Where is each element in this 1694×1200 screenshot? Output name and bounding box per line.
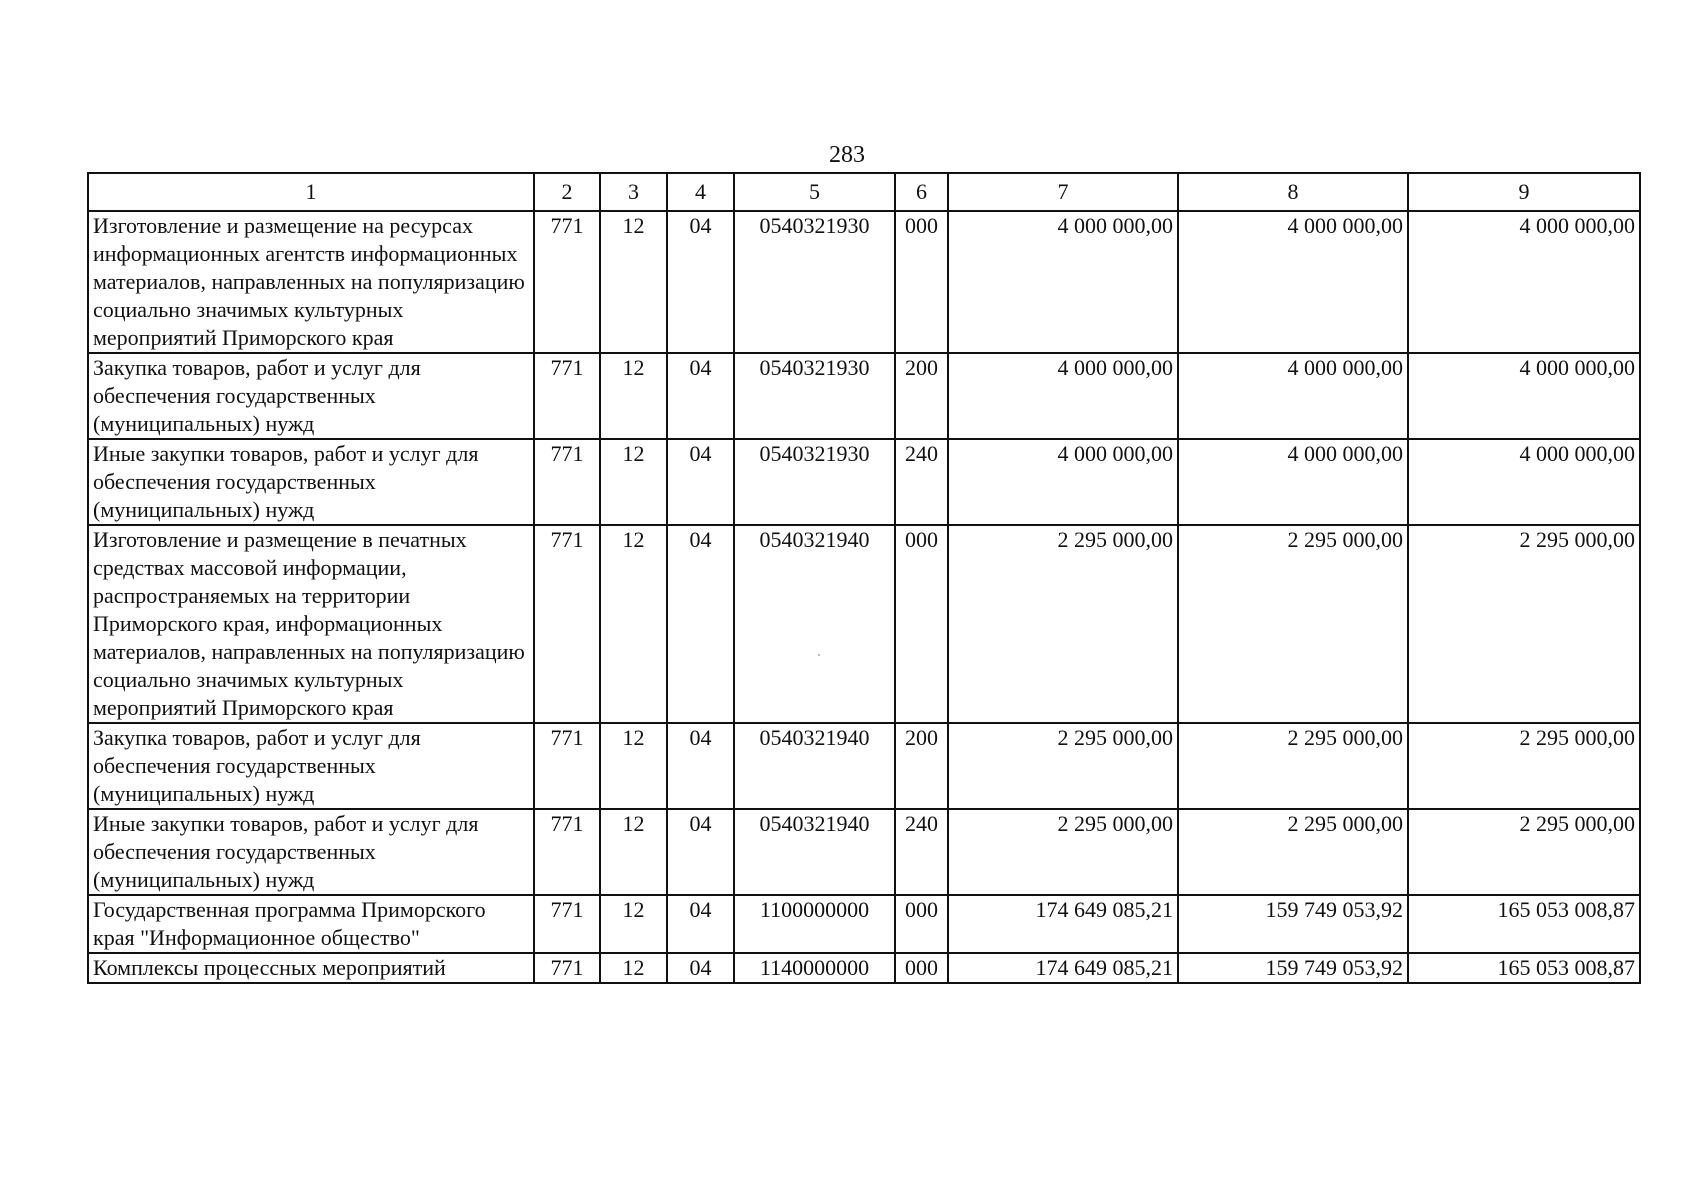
code-col3: 12 — [600, 353, 667, 439]
code-col3: 12 — [600, 809, 667, 895]
table-row — [88, 439, 1640, 525]
item-name: Государственная программа Приморского края "Информационное общество" — [88, 895, 534, 953]
code-col4: 04 — [667, 525, 734, 723]
table-row — [88, 211, 1640, 353]
page-number: 283 — [829, 142, 865, 168]
amount-col9: 4 000 000,00 — [1408, 211, 1640, 353]
amount-col7: 2 295 000,00 — [948, 809, 1178, 895]
amount-col8: 159 749 053,92 — [1178, 953, 1408, 983]
amount-col7: 2 295 000,00 — [948, 525, 1178, 723]
code-col2: 771 — [534, 953, 600, 983]
code-col6: 200 — [895, 353, 948, 439]
header-cell: 6 — [895, 173, 948, 211]
code-col6: 000 — [895, 895, 948, 953]
amount-col9: 4 000 000,00 — [1408, 439, 1640, 525]
header-cell: 4 — [667, 173, 734, 211]
header-cell: 9 — [1408, 173, 1640, 211]
amount-col7: 174 649 085,21 — [948, 895, 1178, 953]
code-col5: 0540321940 — [734, 525, 895, 723]
code-col2: 771 — [534, 809, 600, 895]
amount-col7: 4 000 000,00 — [948, 439, 1178, 525]
code-col5: 0540321940 — [734, 809, 895, 895]
code-col6: 240 — [895, 809, 948, 895]
code-col3: 12 — [600, 211, 667, 353]
code-col2: 771 — [534, 211, 600, 353]
code-col6: 000 — [895, 525, 948, 723]
header-cell: 1 — [88, 173, 534, 211]
item-name: Иные закупки товаров, работ и услуг для обеспечения государственных (муниципальных) нужд — [88, 809, 534, 895]
code-col2: 771 — [534, 525, 600, 723]
code-col4: 04 — [667, 353, 734, 439]
code-col5: 0540321930 — [734, 211, 895, 353]
code-col2: 771 — [534, 723, 600, 809]
item-name: Комплексы процессных мероприятий — [88, 953, 534, 983]
code-col4: 04 — [667, 809, 734, 895]
amount-col7: 174 649 085,21 — [948, 953, 1178, 983]
code-col5: 1140000000 — [734, 953, 895, 983]
code-col2: 771 — [534, 353, 600, 439]
code-col3: 12 — [600, 525, 667, 723]
header-cell: 2 — [534, 173, 600, 211]
code-col6: 200 — [895, 723, 948, 809]
amount-col7: 4 000 000,00 — [948, 353, 1178, 439]
code-col5: 0540321940 — [734, 723, 895, 809]
table-row — [88, 809, 1640, 895]
code-col6: 000 — [895, 953, 948, 983]
table-row — [88, 895, 1640, 953]
budget-table — [87, 172, 1641, 984]
header-cell: 5 — [734, 173, 895, 211]
header-cell: 8 — [1178, 173, 1408, 211]
amount-col9: 2 295 000,00 — [1408, 525, 1640, 723]
code-col5: 0540321930 — [734, 439, 895, 525]
table-row — [88, 525, 1640, 723]
amount-col9: 165 053 008,87 — [1408, 953, 1640, 983]
amount-col8: 4 000 000,00 — [1178, 439, 1408, 525]
code-col4: 04 — [667, 895, 734, 953]
code-col4: 04 — [667, 723, 734, 809]
amount-col9: 2 295 000,00 — [1408, 809, 1640, 895]
header-cell: 7 — [948, 173, 1178, 211]
code-col4: 04 — [667, 953, 734, 983]
item-name: Изготовление и размещение в печатных средствах массовой информации, распространяемых на территории Приморского края, информационных материалов, направленных на популяризацию социально значимых культурных мероприятий Приморского края — [88, 525, 534, 723]
item-name: Изготовление и размещение на ресурсах информационных агентств информационных материалов, направленных на популяризацию социально значимых культурных мероприятий Приморского края — [88, 211, 534, 353]
item-name: Закупка товаров, работ и услуг для обеспечения государственных (муниципальных) нужд — [88, 353, 534, 439]
code-col4: 04 — [667, 439, 734, 525]
amount-col8: 159 749 053,92 — [1178, 895, 1408, 953]
code-col5: 1100000000 — [734, 895, 895, 953]
code-col6: 240 — [895, 439, 948, 525]
amount-col9: 4 000 000,00 — [1408, 353, 1640, 439]
code-col2: 771 — [534, 895, 600, 953]
code-col3: 12 — [600, 895, 667, 953]
amount-col9: 165 053 008,87 — [1408, 895, 1640, 953]
amount-col8: 4 000 000,00 — [1178, 353, 1408, 439]
table-row — [88, 723, 1640, 809]
code-col4: 04 — [667, 211, 734, 353]
table-row — [88, 953, 1640, 983]
table-row — [88, 353, 1640, 439]
code-col3: 12 — [600, 723, 667, 809]
code-col3: 12 — [600, 439, 667, 525]
item-name: Иные закупки товаров, работ и услуг для обеспечения государственных (муниципальных) нужд — [88, 439, 534, 525]
code-col2: 771 — [534, 439, 600, 525]
scan-artifact-dot — [818, 654, 820, 656]
amount-col9: 2 295 000,00 — [1408, 723, 1640, 809]
header-row — [88, 173, 1640, 211]
amount-col8: 2 295 000,00 — [1178, 525, 1408, 723]
amount-col8: 2 295 000,00 — [1178, 809, 1408, 895]
code-col3: 12 — [600, 953, 667, 983]
code-col6: 000 — [895, 211, 948, 353]
amount-col7: 2 295 000,00 — [948, 723, 1178, 809]
item-name: Закупка товаров, работ и услуг для обеспечения государственных (муниципальных) нужд — [88, 723, 534, 809]
amount-col8: 2 295 000,00 — [1178, 723, 1408, 809]
amount-col8: 4 000 000,00 — [1178, 211, 1408, 353]
code-col5: 0540321930 — [734, 353, 895, 439]
amount-col7: 4 000 000,00 — [948, 211, 1178, 353]
header-cell: 3 — [600, 173, 667, 211]
